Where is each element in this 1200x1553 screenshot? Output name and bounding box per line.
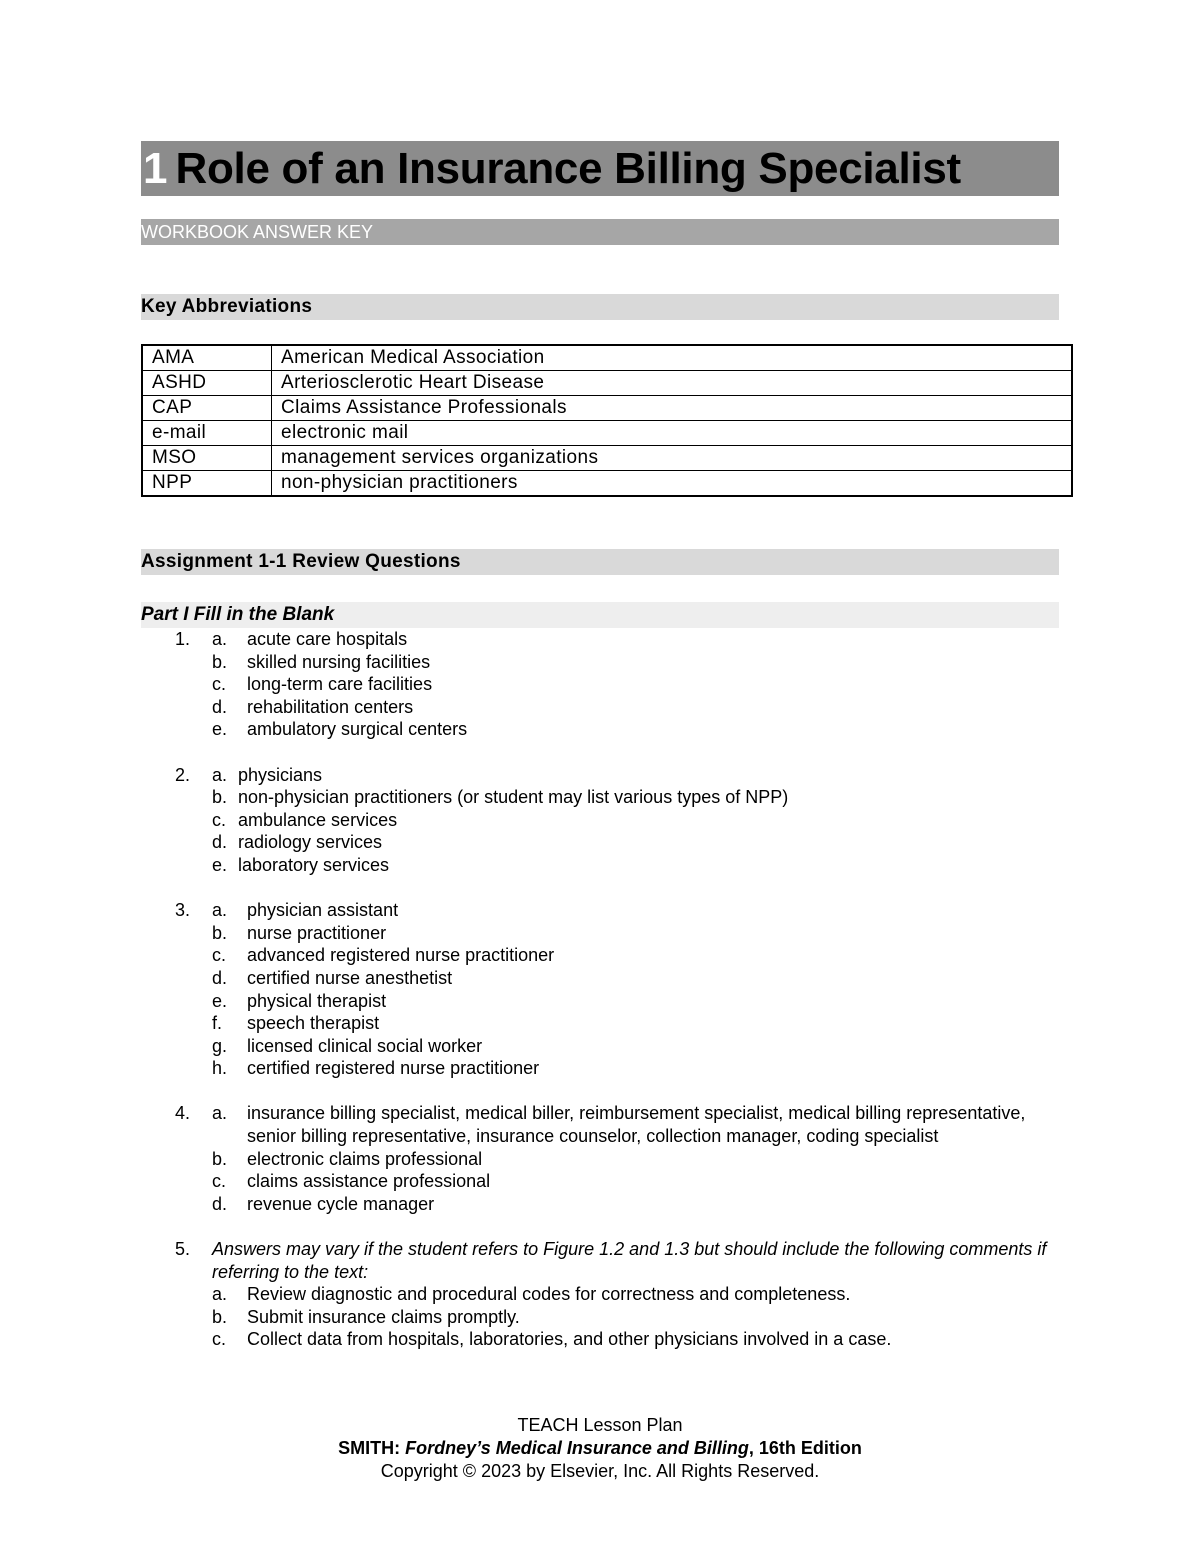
abbreviation-meaning: American Medical Association [272, 345, 1073, 371]
abbreviation-row [142, 371, 1072, 396]
answer-item [175, 809, 1200, 832]
answer-text: ambulance services [238, 809, 398, 830]
question-number: 5. [175, 1239, 191, 1260]
question-3 [175, 899, 1200, 1080]
answer-text: rehabilitation centers [247, 696, 414, 717]
answer-text: physicians [238, 764, 323, 785]
answer-item [175, 1057, 1200, 1080]
answer-letter: a. [212, 629, 228, 649]
footer-edition: , 16th Edition [748, 1438, 862, 1458]
answer-text: Collect data from hospitals, laboratories, and other physicians involved in a case. [247, 1329, 892, 1350]
question-2 [175, 764, 1200, 877]
answer-item [175, 899, 1200, 922]
abbreviation-meaning: non-physician practitioners [272, 471, 1073, 497]
answer-text: long-term care facilities [247, 674, 433, 695]
key-abbreviations-heading: Key Abbreviations [141, 294, 1059, 320]
abbreviations-table [141, 344, 1073, 497]
answer-letter: c. [212, 1329, 227, 1350]
abbreviation-code: e-mail [142, 421, 272, 446]
answer-text: licensed clinical social worker [247, 1035, 483, 1056]
answer-text: Submit insurance claims promptly. [247, 1306, 520, 1327]
answer-text: speech therapist [247, 1013, 380, 1034]
answer-item [175, 967, 1200, 990]
answer-text: skilled nursing facilities [247, 651, 431, 672]
answer-item [175, 922, 1200, 945]
answer-letter: f. [212, 1013, 223, 1034]
footer-author: SMITH: [338, 1438, 406, 1458]
abbreviation-row [142, 471, 1072, 497]
abbreviation-code: ASHD [142, 371, 272, 396]
answer-text: certified registered nurse practitioner [247, 1058, 540, 1079]
answer-item [175, 1306, 1200, 1329]
footer-lesson-plan: TEACH Lesson Plan [517, 1415, 683, 1435]
answer-item [175, 1148, 1200, 1171]
answer-item [175, 1012, 1200, 1035]
answer-item [175, 673, 1200, 696]
abbreviation-row [142, 396, 1072, 421]
answer-letter: a. [212, 1103, 228, 1124]
abbreviation-code: NPP [142, 471, 272, 497]
review-questions [0, 628, 1200, 1374]
answer-letter: b. [212, 1306, 228, 1327]
answer-letter: d. [212, 696, 228, 717]
answer-letter: c. [212, 1171, 227, 1192]
answer-item [175, 831, 1200, 854]
answer-text: Review diagnostic and procedural codes for correctness and completeness. [247, 1284, 851, 1305]
abbreviation-meaning: electronic mail [272, 421, 1073, 446]
footer-book-line [0, 1437, 1200, 1460]
answer-item [175, 718, 1200, 741]
abbreviation-meaning: management services organizations [272, 446, 1073, 471]
answer-letter: b. [212, 922, 228, 943]
answer-item [175, 1328, 1200, 1351]
part-heading: Part I Fill in the Blank [141, 602, 1059, 628]
answer-text: revenue cycle manager [247, 1193, 435, 1214]
answer-letter: e. [212, 854, 228, 875]
answer-letter: h. [212, 1058, 228, 1079]
answer-item [175, 628, 1200, 651]
answer-text: nurse practitioner [247, 922, 387, 943]
page-footer [0, 1414, 1200, 1483]
chapter-number: 1 [141, 141, 171, 196]
abbreviation-meaning: Arteriosclerotic Heart Disease [272, 371, 1073, 396]
chapter-title: Role of an Insurance Billing Specialist [171, 141, 960, 196]
answer-letter: c. [212, 674, 227, 695]
answer-letter: c. [212, 809, 227, 830]
answer-item [175, 1035, 1200, 1058]
abbreviation-code: CAP [142, 396, 272, 421]
question-1 [175, 628, 1200, 741]
answer-text: laboratory services [238, 854, 390, 875]
abbreviation-row [142, 345, 1072, 371]
answer-letter: e. [212, 719, 228, 740]
answer-text: insurance billing specialist, medical biller, reimbursement specialist, medical billing representative, senior billing representative, insurance counselor, collection manager, coding specialist [247, 1103, 1026, 1147]
chapter-header [141, 141, 1059, 196]
answer-letter: a. [212, 1284, 228, 1305]
answer-letter: g. [212, 1035, 228, 1056]
answer-item [175, 1283, 1200, 1306]
answer-item [175, 651, 1200, 674]
answer-text: electronic claims professional [247, 1148, 483, 1169]
answer-text: advanced registered nurse practitioner [247, 945, 555, 966]
answer-letter: d. [212, 1193, 228, 1214]
question-4 [175, 1102, 1200, 1215]
answer-item [175, 696, 1200, 719]
answer-letter: c. [212, 945, 227, 966]
workbook-answer-key-label: WORKBOOK ANSWER KEY [141, 219, 1059, 245]
footer-book-title: Fordney’s Medical Insurance and Billing [405, 1438, 749, 1458]
abbreviation-meaning: Claims Assistance Professionals [272, 396, 1073, 421]
answer-text: certified nurse anesthetist [247, 967, 453, 988]
abbreviation-code: MSO [142, 446, 272, 471]
question-number: 3. [175, 900, 191, 921]
answer-letter: d. [212, 832, 228, 853]
question-5 [175, 1238, 1200, 1351]
assignment-heading: Assignment 1-1 Review Questions [141, 549, 1059, 575]
answer-letter: b. [212, 787, 228, 808]
answer-item [175, 1193, 1200, 1216]
question-number: 2. [175, 764, 191, 785]
answer-item [175, 764, 1200, 787]
answer-item [175, 1170, 1200, 1193]
footer-copyright: Copyright © 2023 by Elsevier, Inc. All Rights Reserved. [380, 1461, 820, 1481]
answer-text: ambulatory surgical centers [247, 719, 468, 740]
answer-text: acute care hospitals [247, 629, 408, 649]
question-intro: Answers may vary if the student refers to Figure 1.2 and 1.3 but should include the following comments if referring to the text: [212, 1239, 1047, 1282]
answer-letter: a. [212, 764, 228, 785]
answer-letter: d. [212, 967, 228, 988]
answer-item [175, 944, 1200, 967]
answer-letter: e. [212, 990, 228, 1011]
answer-item [175, 990, 1200, 1013]
abbreviation-code: AMA [142, 345, 272, 371]
question-number: 1. [175, 629, 191, 649]
answer-item [175, 854, 1200, 877]
answer-text: claims assistance professional [247, 1171, 491, 1192]
answer-item [175, 1102, 1200, 1147]
abbreviation-row [142, 446, 1072, 471]
answer-item [175, 786, 1200, 809]
answer-text: physician assistant [247, 900, 399, 921]
answer-letter: b. [212, 1148, 228, 1169]
question-number: 4. [175, 1103, 191, 1124]
answer-letter: a. [212, 900, 228, 921]
answer-letter: b. [212, 651, 228, 672]
answer-text: non-physician practitioners (or student may list various types of NPP) [238, 787, 789, 808]
answer-text: physical therapist [247, 990, 387, 1011]
abbreviation-row [142, 421, 1072, 446]
answer-text: radiology services [238, 832, 383, 853]
